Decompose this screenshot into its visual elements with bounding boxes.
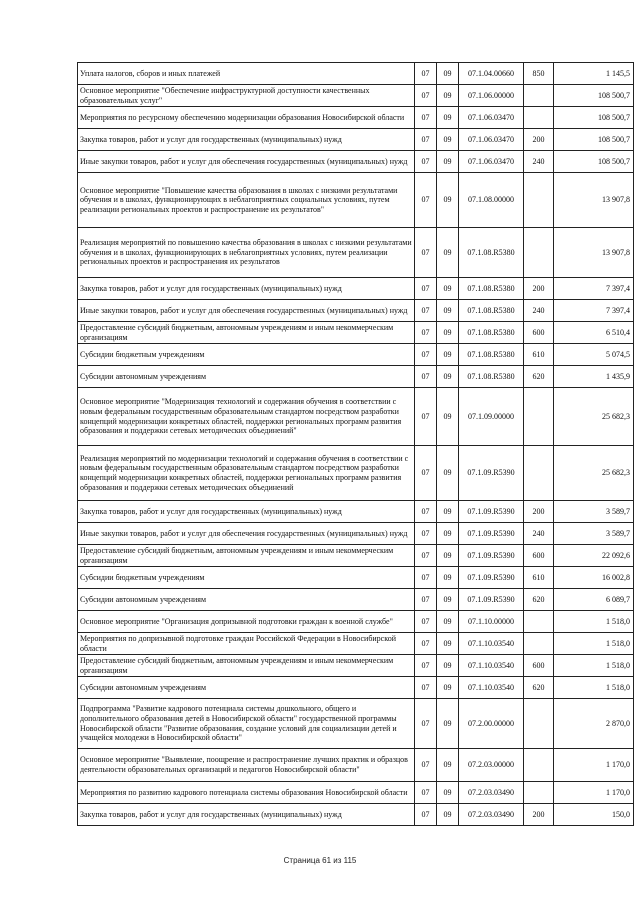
section-code: 07 bbox=[415, 633, 437, 655]
subsection-code: 09 bbox=[437, 501, 459, 523]
amount: 108 500,7 bbox=[554, 107, 634, 129]
section-code: 07 bbox=[415, 567, 437, 589]
target-article-code: 07.1.09.R5390 bbox=[459, 567, 524, 589]
table-row bbox=[78, 567, 634, 589]
amount: 1 170,0 bbox=[554, 749, 634, 782]
item-name: Иные закупки товаров, работ и услуг для обеспечения государственных (муниципальных) нужд bbox=[78, 523, 415, 545]
item-name: Закупка товаров, работ и услуг для государственных (муниципальных) нужд bbox=[78, 278, 415, 300]
amount: 25 682,3 bbox=[554, 388, 634, 446]
item-name: Иные закупки товаров, работ и услуг для обеспечения государственных (муниципальных) нужд bbox=[78, 300, 415, 322]
target-article-code: 07.2.03.03490 bbox=[459, 804, 524, 826]
amount: 13 907,8 bbox=[554, 228, 634, 278]
subsection-code: 09 bbox=[437, 545, 459, 567]
table-row bbox=[78, 501, 634, 523]
section-code: 07 bbox=[415, 63, 437, 85]
subsection-code: 09 bbox=[437, 633, 459, 655]
item-name: Иные закупки товаров, работ и услуг для обеспечения государственных (муниципальных) нужд bbox=[78, 151, 415, 173]
table-row bbox=[78, 173, 634, 228]
item-name: Мероприятия по допризывной подготовке граждан Российской Федерации в Новосибирской области bbox=[78, 633, 415, 655]
target-article-code: 07.1.08.R5380 bbox=[459, 322, 524, 344]
target-article-code: 07.1.08.R5380 bbox=[459, 366, 524, 388]
item-name: Уплата налогов, сборов и иных платежей bbox=[78, 63, 415, 85]
table-row bbox=[78, 677, 634, 699]
target-article-code: 07.1.08.R5380 bbox=[459, 344, 524, 366]
subsection-code: 09 bbox=[437, 804, 459, 826]
subsection-code: 09 bbox=[437, 344, 459, 366]
target-article-code: 07.1.09.R5390 bbox=[459, 545, 524, 567]
item-name: Субсидии бюджетным учреждениям bbox=[78, 344, 415, 366]
target-article-code: 07.1.08.00000 bbox=[459, 173, 524, 228]
section-code: 07 bbox=[415, 173, 437, 228]
target-article-code: 07.1.09.R5390 bbox=[459, 589, 524, 611]
table-row bbox=[78, 804, 634, 826]
section-code: 07 bbox=[415, 322, 437, 344]
amount: 1 170,0 bbox=[554, 782, 634, 804]
target-article-code: 07.1.08.R5380 bbox=[459, 300, 524, 322]
expense-type-code: 620 bbox=[524, 366, 554, 388]
amount: 1 435,9 bbox=[554, 366, 634, 388]
section-code: 07 bbox=[415, 699, 437, 749]
subsection-code: 09 bbox=[437, 523, 459, 545]
table-row bbox=[78, 85, 634, 107]
target-article-code: 07.1.10.03540 bbox=[459, 633, 524, 655]
table-row bbox=[78, 655, 634, 677]
amount: 22 092,6 bbox=[554, 545, 634, 567]
amount: 108 500,7 bbox=[554, 129, 634, 151]
amount: 6 089,7 bbox=[554, 589, 634, 611]
item-name: Субсидии бюджетным учреждениям bbox=[78, 567, 415, 589]
target-article-code: 07.1.09.R5390 bbox=[459, 446, 524, 501]
item-name: Предоставление субсидий бюджетным, автономным учреждениям и иным некоммерческим организациям bbox=[78, 655, 415, 677]
expense-type-code: 620 bbox=[524, 589, 554, 611]
item-name: Основное мероприятие "Обеспечение инфраструктурной доступности качественных образовательных услуг" bbox=[78, 85, 415, 107]
target-article-code: 07.1.06.03470 bbox=[459, 129, 524, 151]
table-row bbox=[78, 151, 634, 173]
expense-type-code bbox=[524, 782, 554, 804]
amount: 13 907,8 bbox=[554, 173, 634, 228]
table-row bbox=[78, 366, 634, 388]
table-row bbox=[78, 278, 634, 300]
item-name: Мероприятия по развитию кадрового потенциала системы образования Новосибирской области bbox=[78, 782, 415, 804]
target-article-code: 07.1.10.03540 bbox=[459, 677, 524, 699]
expense-type-code: 620 bbox=[524, 677, 554, 699]
amount: 3 589,7 bbox=[554, 501, 634, 523]
subsection-code: 09 bbox=[437, 322, 459, 344]
section-code: 07 bbox=[415, 366, 437, 388]
amount: 150,0 bbox=[554, 804, 634, 826]
expense-type-code: 200 bbox=[524, 278, 554, 300]
target-article-code: 07.1.09.R5390 bbox=[459, 523, 524, 545]
expense-type-code bbox=[524, 228, 554, 278]
item-name: Закупка товаров, работ и услуг для государственных (муниципальных) нужд bbox=[78, 501, 415, 523]
target-article-code: 07.2.03.03490 bbox=[459, 782, 524, 804]
subsection-code: 09 bbox=[437, 63, 459, 85]
item-name: Мероприятия по ресурсному обеспечению модернизации образования Новосибирской области bbox=[78, 107, 415, 129]
expense-type-code bbox=[524, 699, 554, 749]
item-name: Предоставление субсидий бюджетным, автономным учреждениям и иным некоммерческим организациям bbox=[78, 322, 415, 344]
item-name: Предоставление субсидий бюджетным, автономным учреждениям и иным некоммерческим организациям bbox=[78, 545, 415, 567]
section-code: 07 bbox=[415, 388, 437, 446]
expense-type-code bbox=[524, 633, 554, 655]
target-article-code: 07.1.04.00660 bbox=[459, 63, 524, 85]
section-code: 07 bbox=[415, 300, 437, 322]
table-body bbox=[78, 63, 634, 826]
amount: 108 500,7 bbox=[554, 85, 634, 107]
target-article-code: 07.1.08.R5380 bbox=[459, 228, 524, 278]
section-code: 07 bbox=[415, 655, 437, 677]
amount: 25 682,3 bbox=[554, 446, 634, 501]
expense-type-code: 240 bbox=[524, 523, 554, 545]
table-row bbox=[78, 300, 634, 322]
target-article-code: 07.2.00.00000 bbox=[459, 699, 524, 749]
expense-type-code: 240 bbox=[524, 151, 554, 173]
item-name: Подпрограмма "Развитие кадрового потенциала системы дошкольного, общего и дополнительного образования детей в Новосибирской области" государственной программы Новосибирской области "Развитие образования, создание условий для социализации детей и учащейся молодежи в Новосибирской области" bbox=[78, 699, 415, 749]
expense-type-code: 600 bbox=[524, 322, 554, 344]
item-name: Закупка товаров, работ и услуг для государственных (муниципальных) нужд bbox=[78, 129, 415, 151]
expense-type-code: 240 bbox=[524, 300, 554, 322]
table-row bbox=[78, 589, 634, 611]
subsection-code: 09 bbox=[437, 129, 459, 151]
table-row bbox=[78, 633, 634, 655]
target-article-code: 07.1.10.00000 bbox=[459, 611, 524, 633]
section-code: 07 bbox=[415, 501, 437, 523]
item-name: Основное мероприятие "Организация допризывной подготовки граждан к военной службе" bbox=[78, 611, 415, 633]
item-name: Реализация мероприятий по модернизации технологий и содержания обучения в соответствии с новым федеральным государственным образовательным стандартом посредством разработки концепций модернизации конкретных областей, поддержки региональных программ развития образования и поддержки сетевых методических объединений bbox=[78, 446, 415, 501]
section-code: 07 bbox=[415, 278, 437, 300]
section-code: 07 bbox=[415, 85, 437, 107]
subsection-code: 09 bbox=[437, 300, 459, 322]
page-number: Страница 61 из 115 bbox=[283, 856, 357, 865]
expense-type-code bbox=[524, 107, 554, 129]
item-name: Основное мероприятие "Повышение качества образования в школах с низкими результатами обучения и в школах, функционирующих в неблагоприятных социальных условиях, путем реализации региональных проектов и распространение их результатов" bbox=[78, 173, 415, 228]
item-name: Субсидии автономным учреждениям bbox=[78, 366, 415, 388]
amount: 7 397,4 bbox=[554, 300, 634, 322]
item-name: Субсидии автономным учреждениям bbox=[78, 677, 415, 699]
target-article-code: 07.1.10.03540 bbox=[459, 655, 524, 677]
section-code: 07 bbox=[415, 344, 437, 366]
amount: 3 589,7 bbox=[554, 523, 634, 545]
amount: 16 002,8 bbox=[554, 567, 634, 589]
expense-type-code bbox=[524, 85, 554, 107]
amount: 1 518,0 bbox=[554, 655, 634, 677]
section-code: 07 bbox=[415, 446, 437, 501]
subsection-code: 09 bbox=[437, 278, 459, 300]
section-code: 07 bbox=[415, 129, 437, 151]
amount: 108 500,7 bbox=[554, 151, 634, 173]
target-article-code: 07.1.06.00000 bbox=[459, 85, 524, 107]
expense-type-code: 600 bbox=[524, 655, 554, 677]
expense-type-code bbox=[524, 446, 554, 501]
target-article-code: 07.1.06.03470 bbox=[459, 151, 524, 173]
amount: 7 397,4 bbox=[554, 278, 634, 300]
amount: 5 074,5 bbox=[554, 344, 634, 366]
table-row bbox=[78, 63, 634, 85]
item-name: Реализация мероприятий по повышению качества образования в школах с низкими результатами обучения и в школах, функционирующих в неблагоприятных условиях, путем реализации региональных проектов и распространения их результатов bbox=[78, 228, 415, 278]
expense-type-code: 200 bbox=[524, 501, 554, 523]
expense-type-code bbox=[524, 173, 554, 228]
table-row bbox=[78, 545, 634, 567]
amount: 2 870,0 bbox=[554, 699, 634, 749]
expense-type-code: 850 bbox=[524, 63, 554, 85]
expense-type-code bbox=[524, 611, 554, 633]
section-code: 07 bbox=[415, 677, 437, 699]
target-article-code: 07.1.08.R5380 bbox=[459, 278, 524, 300]
table-row bbox=[78, 322, 634, 344]
section-code: 07 bbox=[415, 804, 437, 826]
expense-type-code: 200 bbox=[524, 804, 554, 826]
amount: 1 518,0 bbox=[554, 677, 634, 699]
section-code: 07 bbox=[415, 151, 437, 173]
subsection-code: 09 bbox=[437, 749, 459, 782]
amount: 1 518,0 bbox=[554, 633, 634, 655]
item-name: Основное мероприятие "Выявление, поощрение и распространение лучших практик и образцов деятельности образовательных организаций и педагогов Новосибирской области" bbox=[78, 749, 415, 782]
table-row bbox=[78, 388, 634, 446]
section-code: 07 bbox=[415, 107, 437, 129]
budget-table bbox=[77, 62, 634, 826]
target-article-code: 07.2.03.00000 bbox=[459, 749, 524, 782]
section-code: 07 bbox=[415, 611, 437, 633]
table-row bbox=[78, 749, 634, 782]
subsection-code: 09 bbox=[437, 589, 459, 611]
target-article-code: 07.1.09.R5390 bbox=[459, 501, 524, 523]
subsection-code: 09 bbox=[437, 782, 459, 804]
target-article-code: 07.1.06.03470 bbox=[459, 107, 524, 129]
table-row bbox=[78, 446, 634, 501]
subsection-code: 09 bbox=[437, 611, 459, 633]
subsection-code: 09 bbox=[437, 699, 459, 749]
amount: 1 518,0 bbox=[554, 611, 634, 633]
subsection-code: 09 bbox=[437, 677, 459, 699]
table-row bbox=[78, 699, 634, 749]
amount: 1 145,5 bbox=[554, 63, 634, 85]
subsection-code: 09 bbox=[437, 388, 459, 446]
target-article-code: 07.1.09.00000 bbox=[459, 388, 524, 446]
table-row bbox=[78, 344, 634, 366]
table-row bbox=[78, 523, 634, 545]
expense-type-code bbox=[524, 388, 554, 446]
item-name: Субсидии автономным учреждениям bbox=[78, 589, 415, 611]
amount: 6 510,4 bbox=[554, 322, 634, 344]
item-name: Основное мероприятие "Модернизация технологий и содержания обучения в соответствии с новым федеральным государственным образовательным стандартом посредством разработки концепций модернизации конкретных областей, поддержки региональных программ развития образования и поддержки сетевых методических объединений" bbox=[78, 388, 415, 446]
subsection-code: 09 bbox=[437, 655, 459, 677]
subsection-code: 09 bbox=[437, 228, 459, 278]
table-row bbox=[78, 611, 634, 633]
section-code: 07 bbox=[415, 749, 437, 782]
section-code: 07 bbox=[415, 523, 437, 545]
table-row bbox=[78, 107, 634, 129]
expense-type-code: 610 bbox=[524, 567, 554, 589]
expense-type-code: 610 bbox=[524, 344, 554, 366]
subsection-code: 09 bbox=[437, 85, 459, 107]
item-name: Закупка товаров, работ и услуг для государственных (муниципальных) нужд bbox=[78, 804, 415, 826]
expense-type-code: 200 bbox=[524, 129, 554, 151]
section-code: 07 bbox=[415, 228, 437, 278]
subsection-code: 09 bbox=[437, 567, 459, 589]
table-row bbox=[78, 228, 634, 278]
section-code: 07 bbox=[415, 782, 437, 804]
section-code: 07 bbox=[415, 589, 437, 611]
subsection-code: 09 bbox=[437, 173, 459, 228]
expense-type-code bbox=[524, 749, 554, 782]
expense-type-code: 600 bbox=[524, 545, 554, 567]
subsection-code: 09 bbox=[437, 446, 459, 501]
table-row bbox=[78, 129, 634, 151]
subsection-code: 09 bbox=[437, 151, 459, 173]
subsection-code: 09 bbox=[437, 366, 459, 388]
section-code: 07 bbox=[415, 545, 437, 567]
table-row bbox=[78, 782, 634, 804]
subsection-code: 09 bbox=[437, 107, 459, 129]
